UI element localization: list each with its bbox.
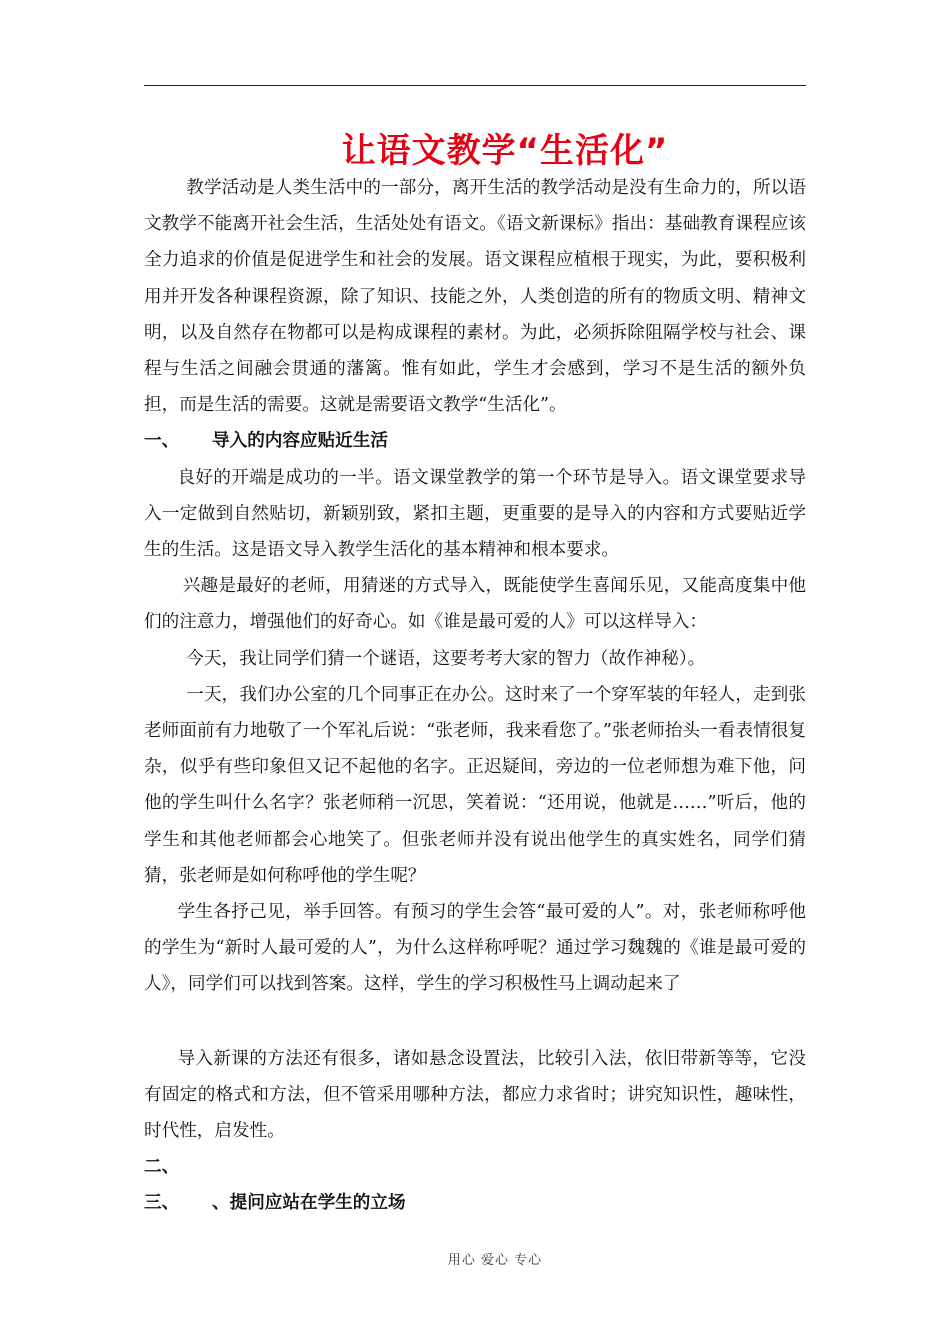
section-number-3: 三、 [144,1193,180,1214]
section-heading-2 [144,1149,806,1185]
section-number-1: 一、 [144,431,180,452]
paragraph-5: 学生各抒己见，举手回答。有预习的学生会答“最可爱的人”。对，张老师称呼他的学生为“新时人最可爱的人”，为什么这样称呼呢？通过学习魏魏的《谁是最可爱的人》，同学们可以找到答案。这样，学生的学习积极性马上调动起来了 [144,902,806,995]
section-title-1: 导入的内容应贴近生活 [212,431,388,452]
paragraph-6: 导入新课的方法还有很多，诸如悬念设置法，比较引入法，依旧带新等等，它没有固定的格式和方法，但不管采用哪种方法，都应力求省时；讲究知识性，趣味性，时代性，启发性。 [144,1048,806,1142]
section-heading-1 [144,423,806,459]
section-title-3: 、提问应站在学生的立场 [212,1193,406,1214]
page-footer: 用心 爱心 专心 [447,1253,543,1268]
document-body [144,170,806,1222]
paragraph-4: 一天，我们办公室的几个同事正在办公。这时来了一个穿军装的年轻人，走到张老师面前有力地敬了一个军礼后说：“张老师，我来看您了。”张老师抬头一看表情很复杂，似乎有些印象但又记不起他的名字。正迟疑间，旁边的一位老师想为难下他，问他的学生叫什么名字？张老师稍一沉思，笑着说：“还用说，他就是……”听后，他的学生和其他老师都会心地笑了。但张老师并没有说出他学生的真实姓名，同学们猜猜，张老师是如何称呼他的学生呢？ [144,684,806,886]
paragraph-gap [144,1003,806,1041]
paragraph-1: 良好的开端是成功的一半。语文课堂教学的第一个环节是导入。语文课堂要求导入一定做到自然贴切，新颖别致，紧扣主题，更重要的是导入的内容和方式要贴近学生的生活。这是语文导入教学生活化的基本精神和根本要求。 [144,467,806,561]
intro-paragraph: 教学活动是人类生活中的一部分，离开生活的教学活动是没有生命力的，所以语文教学不能离开社会生活，生活处处有语文。《语文新课标》指出：基础教育课程应该全力追求的价值是促进学生和社会的发展。语文课程应植根于现实，为此，要积极利用并开发各种课程资源，除了知识、技能之外，人类创造的所有的物质文明、精神文明，以及自然存在物都可以是构成课程的素材。为此，必须拆除阻隔学校与社会、课程与生活之间融会贯通的藩篱。惟有如此，学生才会感到，学习不是生活的额外负担，而是生活的需要。这就是需要语文教学“生活化”。 [144,178,806,416]
section-heading-3 [144,1185,806,1221]
paragraph-3: 今天，我让同学们猜一个谜语，这要考考大家的智力（故作神秘）。 [186,648,706,669]
page-title: 让语文教学“生活化” [341,131,669,171]
paragraph-2: 兴趣是最好的老师，用猜迷的方式导入，既能使学生喜闻乐见，又能高度集中他们的注意力，增强他们的好奇心。如《谁是最可爱的人》可以这样导入： [144,576,806,633]
section-number-2: 二、 [144,1157,180,1178]
header-rule [144,85,806,86]
